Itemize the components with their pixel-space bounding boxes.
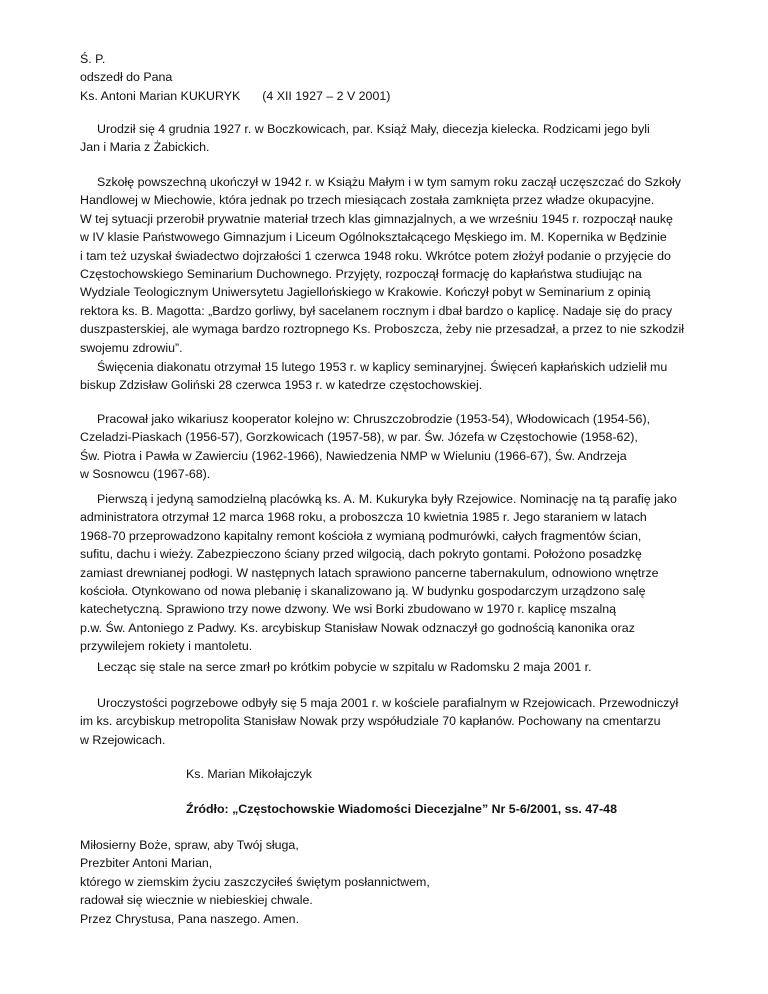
paragraph-line: im ks. arcybiskup metropolita Stanisław Nowak przy współudziale 70 kapłanów. Pochowany na cmentarzu [80,714,661,729]
prayer-line: którego w ziemskim życiu zaszczyciłeś świętym posłannictwem, [80,874,430,889]
paragraph-vicar-posts [80,410,720,484]
paragraph-line: Wydziale Teologicznym Uniwersytetu Jagiellońskiego w Krakowie. Kończył pobyt w Seminarium z opinią [80,285,651,300]
paragraph-line: biskup Zdzisław Goliński 28 czerwca 1953 r. w katedrze częstochowskiej. [80,378,483,393]
paragraph-line: Czeladzi-Piaskach (1956-57), Gorzkowicach (1957-58), w par. Św. Józefa w Częstochowie (1958-62), [80,430,638,445]
prayer-line: radował się wiecznie w niebieskiej chwale. [80,893,313,908]
paragraph-line: Pracował jako wikariusz kooperator kolejno w: Chruszczobrodzie (1953-54), Włodowicach (1954-56), [97,412,651,426]
paragraph-line: Częstochowskiego Seminarium Duchownego. Przyjęty, rozpoczął formację do kapłaństwa studiując na [80,267,642,282]
author-signature: Ks. Marian Mikołajczyk [186,767,312,781]
paragraph-line: Lecząc się stale na serce zmarł po krótkim pobycie w szpitalu w Radomsku 2 maja 2001 r. [97,660,592,674]
prayer-line: Miłosierny Boże, spraw, aby Twój sługa, [80,838,299,852]
paragraph-line: duszpasterskiej, ale wymaga bardzo roztropnego Ks. Proboszcza, żeby nie przesadzał, a przez to nie szkodził [80,322,685,337]
paragraph-line: W tej sytuacji przerobił prywatnie materiał trzech klas gimnazjalnych, a we wrześniu 1945 r. rozpoczął naukę [80,211,673,226]
paragraph-line: 1968-70 przeprowadzono kapitalny remont kościoła z wymianą podmurówki, całych fragmentów ścian, [80,528,642,543]
paragraph-line: Urodził się 4 grudnia 1927 r. w Boczkowicach, par. Książ Mały, diecezja kielecka. Rodzicami jego byli [97,122,650,136]
paragraph-ordination [80,358,720,395]
paragraph-rzejowice [80,490,720,656]
paragraph-line: zamiast drewnianej podłogi. W następnych latach sprawiono pancerne tabernakulum, odnowiono wnętrze [80,565,659,580]
header-name-line [80,87,720,105]
paragraph-line: katechetyczną. Sprawiono trzy nowe dzwony. We wsi Borki zbudowano w 1970 r. kaplicę mszalną [80,602,617,617]
paragraph-line: w Rzejowicach. [80,732,166,747]
paragraph-line: przywilejem rokiety i mantoletu. [80,639,253,654]
paragraph-death [80,658,720,676]
obituary-header [80,50,720,105]
paragraph-line: Jan i Maria z Żabickich. [80,140,210,155]
paragraph-line: rektora ks. B. Magotta: „Bardzo gorliwy, był sacelanem rocznym i dbał bardzo o kaplicę. Nadaje się do pracy [80,303,673,318]
header-departed: odszedł do Pana [80,70,173,85]
paragraph-line: Szkołę powszechną ukończył w 1942 r. w Książu Małym i w tym samym roku zaczął uczęszczać do Szkoły [97,175,681,189]
paragraph-line: w IV klasie Państwowego Gimnazjum i Liceum Ogólnokształcącego Męskiego im. M. Kopernika w Będzinie [80,230,667,245]
paragraph-line: i tam też uzyskał świadectwo dojrzałości 1 czerwca 1948 roku. Wkrótce potem złożył podanie o przyjęcie do [80,248,671,263]
paragraph-line: Pierwszą i jedyną samodzielną placówką ks. A. M. Kukuryka były Rzejowice. Nominację na tą parafię jako [97,492,677,506]
paragraph-line: swojemu zdrowiu”. [80,340,183,355]
paragraph-education [80,173,720,357]
paragraph-line: w Sosnowcu (1967-68). [80,467,211,482]
paragraph-line: Uroczystości pogrzebowe odbyły się 5 maja 2001 r. w kościele parafialnym w Rzejowicach. Przewodniczył [97,696,679,710]
paragraph-birth [80,120,720,157]
prayer-line: Prezbiter Antoni Marian, [80,856,213,871]
paragraph-funeral [80,694,720,749]
source-citation: Źródło: „Częstochowskie Wiadomości Diecezjalne” Nr 5-6/2001, ss. 47-48 [186,802,617,816]
life-dates: (4 XII 1927 – 2 V 2001) [262,88,391,103]
paragraph-line: Handlowej w Miechowie, która jednak po trzech miesiącach została zamknięta przez władze okupacyjne. [80,193,655,208]
paragraph-line: administratora otrzymał 12 marca 1968 roku, a proboszcza 10 kwietnia 1985 r. Jego staraniem w latach [80,510,647,525]
prayer-line: Przez Chrystusa, Pana naszego. Amen. [80,911,300,926]
closing-prayer [80,836,720,928]
paragraph-line: Św. Piotra i Pawła w Zawierciu (1962-1966), Nawiedzenia NMP w Wieluniu (1966-67), Św. Andrzeja [80,448,627,463]
paragraph-line: sufitu, dachu i wieży. Zabezpieczono ściany przed wilgocią, dach pokryto gontami. Położono posadzkę [80,547,642,562]
header-initials: Ś. P. [80,52,106,66]
priest-name: Ks. Antoni Marian KUKURYK [80,88,241,103]
paragraph-line: p.w. Św. Antoniego z Padwy. Ks. arcybiskup Stanisław Nowak odznaczył go godnością kanonika oraz [80,620,635,635]
paragraph-line: kościoła. Otynkowano od nowa plebanię i skanalizowano ją. W budynku gospodarczym urządzono salę [80,584,646,599]
paragraph-line: Święcenia diakonatu otrzymał 15 lutego 1953 r. w kaplicy seminaryjnej. Święceń kapłańskich udzielił mu [97,360,668,374]
